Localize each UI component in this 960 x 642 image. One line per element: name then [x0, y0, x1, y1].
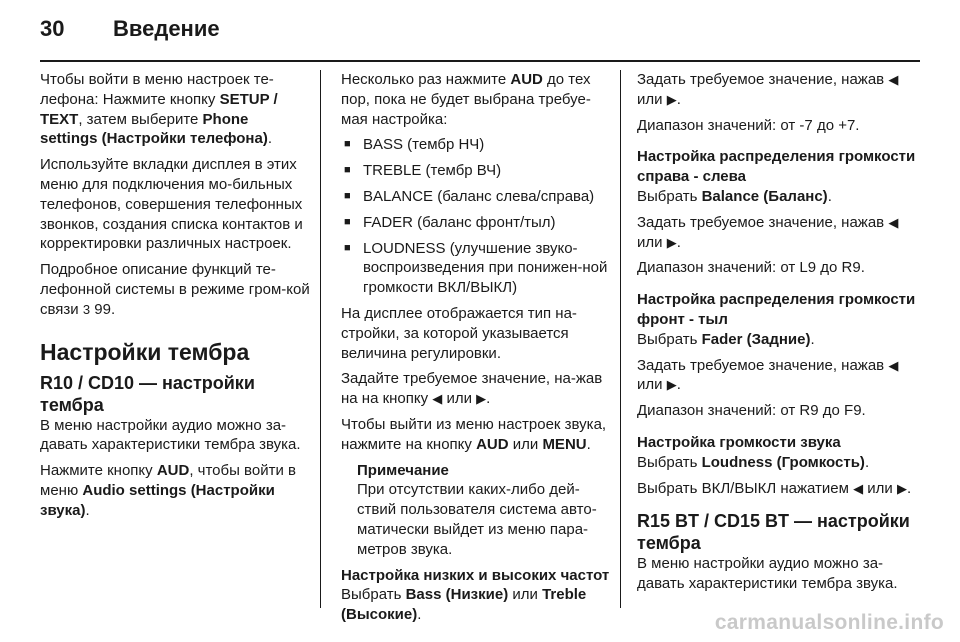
subheading: Настройка низких и высоких частот	[341, 566, 610, 584]
menu-ref: Treble (Высокие)	[341, 586, 587, 624]
left-arrow-icon: ◀	[853, 480, 864, 496]
left-arrow-icon: ◀	[432, 391, 443, 407]
settings-list	[341, 135, 614, 298]
button-ref: MENU	[542, 435, 587, 453]
button-ref: SETUP / TEXT	[40, 90, 278, 128]
bullet-icon: ■	[344, 164, 351, 177]
bullet-icon: ■	[344, 215, 351, 228]
paragraph: Выбрать Loudness (Громкость).	[637, 453, 870, 471]
paragraph: Чтобы войти в меню настроек те-лефона: Нажмите кнопку SETUP / TEXT, затем выберите Phone settings (Настройки телефона).	[40, 71, 278, 148]
paragraph: В меню настройки аудио можно за-давать характеристики тембра звука.	[40, 416, 301, 454]
paragraph: В меню настройки аудио можно за-давать характеристики тембра звука.	[637, 555, 898, 593]
list-item: ■ LOUDNESS (улучшение звуко-воспроизведения при понижен-ной громкости ВКЛ/ВЫКЛ)	[344, 239, 608, 297]
paragraph: Диапазон значений: от R9 до F9.	[637, 402, 866, 420]
menu-ref: Balance (Баланс)	[701, 187, 828, 205]
left-arrow-icon: ◀	[888, 357, 899, 373]
menu-ref: Loudness (Громкость)	[701, 453, 865, 471]
bullet-icon: ■	[344, 138, 351, 151]
column-1	[40, 70, 310, 527]
menu-ref: Phone settings (Настройки телефона)	[40, 110, 268, 148]
paragraph: Задать требуемое значение, нажав ◀ или ▶.	[637, 213, 899, 251]
header-rule	[40, 60, 920, 62]
bullet-icon: ■	[344, 189, 351, 202]
paragraph: Диапазон значений: от -7 до +7.	[637, 116, 860, 134]
menu-ref: Fader (Задние)	[701, 330, 811, 348]
subheading: Настройка громкости звука	[637, 433, 841, 451]
page-number: 30	[40, 16, 65, 41]
left-arrow-icon: ◀	[888, 214, 899, 230]
section-heading: Настройки тембра	[40, 338, 250, 365]
subheading: Настройка распределения громкости справа - слева	[637, 148, 916, 186]
menu-ref: Bass (Низкие)	[405, 586, 509, 604]
paragraph: Выбрать ВКЛ/ВЫКЛ нажатием ◀ или ▶.	[637, 479, 912, 497]
list-item: ■ BASS (тембр НЧ)	[344, 136, 485, 154]
note-text: При отсутствии каких-либо дей-ствий пользователя система авто-матически выйдет из меню пара-метров звука.	[357, 481, 597, 558]
list-item: ■ FADER (баланс фронт/тыл)	[344, 213, 556, 231]
paragraph: На дисплее отображается тип на-стройки, за которой указывается величина регулировки.	[341, 304, 577, 362]
column-2	[341, 70, 614, 631]
paragraph: Выбрать Balance (Баланс).	[637, 187, 832, 205]
right-arrow-icon: ▶	[666, 377, 677, 393]
button-ref: AUD	[510, 71, 543, 88]
left-arrow-icon: ◀	[888, 72, 899, 87]
subheading: Настройка распределения громкости фронт - тыл	[637, 291, 916, 328]
paragraph: Диапазон значений: от L9 до R9.	[637, 259, 865, 277]
paragraph: Задать требуемое значение, нажав ◀ или ▶.	[637, 71, 899, 108]
paragraph: Задайте требуемое значение, на-жав на на кнопку ◀ или ▶.	[341, 370, 603, 408]
page-title: Введение	[113, 16, 220, 41]
menu-ref: Audio settings (Настройки звука)	[40, 481, 275, 519]
paragraph: Задать требуемое значение, нажав ◀ или ▶.	[637, 356, 899, 394]
right-arrow-icon: ▶	[666, 234, 677, 250]
right-arrow-icon: ▶	[666, 91, 677, 107]
paragraph: Нажмите кнопку AUD, чтобы войти в меню Audio settings (Настройки звука).	[40, 462, 296, 519]
paragraph: Подробное описание функций те-лефонной системы в режиме гром-кой связи 3 99.	[40, 261, 310, 318]
paragraph: Несколько раз нажмите AUD до тех пор, пока не будет выбрана требуе-мая настройка:	[341, 71, 591, 128]
column-divider	[620, 70, 621, 608]
paragraph: Выбрать Fader (Задние).	[637, 330, 815, 348]
list-item: ■ TREBLE (тембр ВЧ)	[344, 162, 502, 180]
list-item: ■ BALANCE (баланс слева/справа)	[344, 187, 595, 205]
paragraph: Выбрать Bass (Низкие) или Treble (Высокие).	[341, 586, 587, 624]
column-3	[637, 70, 920, 600]
note-title: Примечание	[357, 461, 449, 479]
subsection-heading: R15 BT / CD15 BT — настройки тембра	[637, 511, 910, 554]
watermark: carmanualsonline.info	[714, 611, 944, 634]
button-ref: AUD	[476, 435, 509, 453]
paragraph: Используйте вкладки дисплея в этих меню для подключения мо-бильных телефонов, совершения телефонных звонков, создания списка контактов и корректировки различных настроек.	[40, 156, 303, 253]
bullet-icon: ■	[344, 241, 351, 254]
subsection-heading: R10 / CD10 — настройки тембра	[40, 372, 255, 415]
right-arrow-icon: ▶	[896, 480, 907, 496]
page-reference-icon: 3	[82, 301, 91, 317]
paragraph: Чтобы выйти из меню настроек звука, нажмите на кнопку AUD или MENU.	[341, 415, 607, 453]
button-ref: AUD	[156, 462, 190, 480]
note-box	[341, 461, 614, 560]
right-arrow-icon: ▶	[476, 391, 487, 407]
page-header	[0, 0, 960, 60]
column-divider	[320, 70, 321, 608]
